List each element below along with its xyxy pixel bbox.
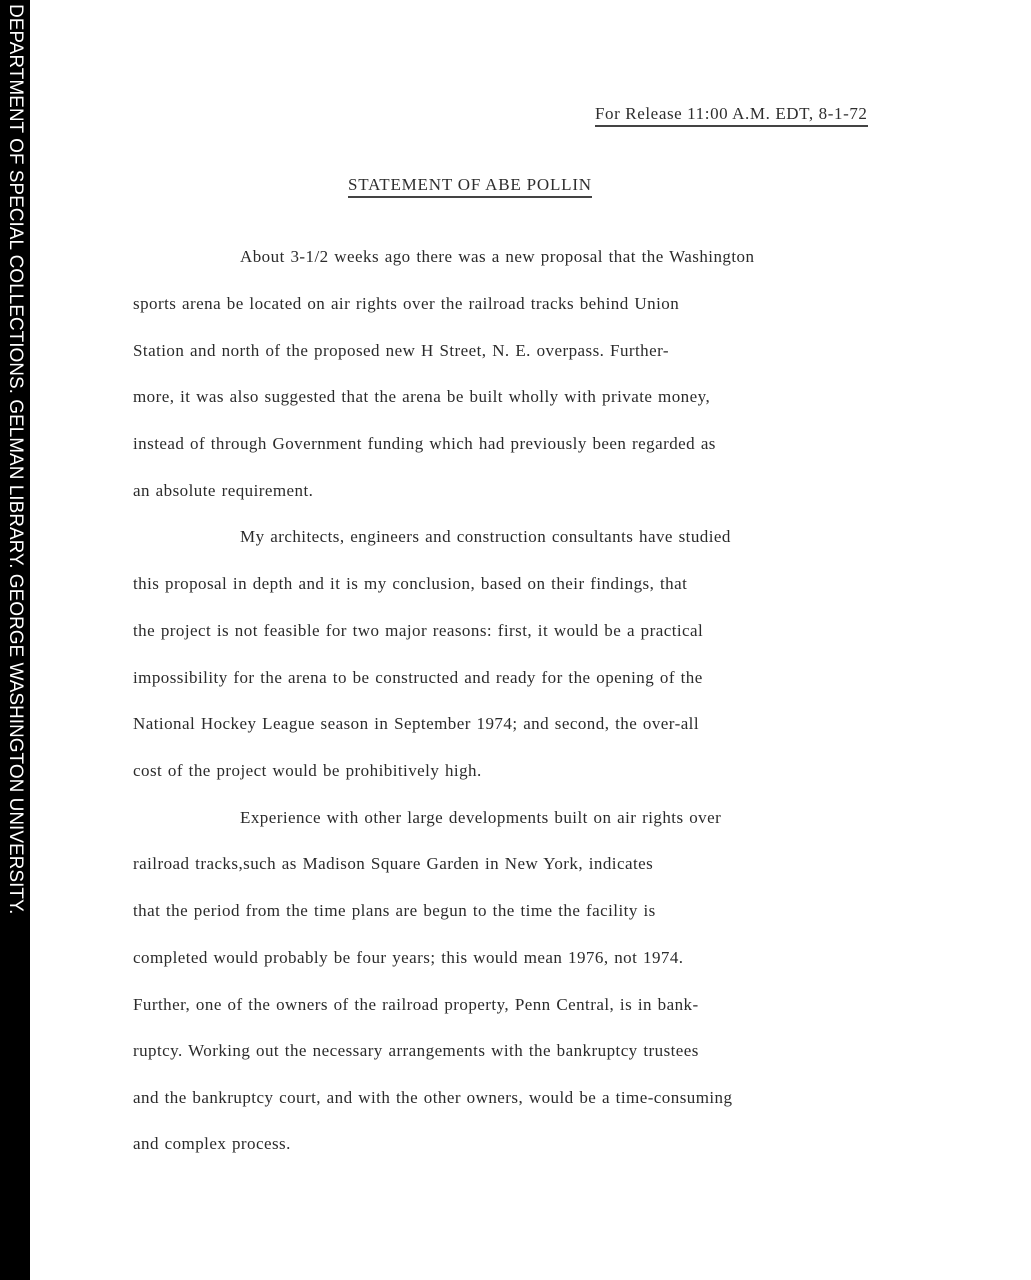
text-line: and the bankruptcy court, and with the other owners, would be a time-consuming: [133, 1088, 733, 1107]
text-line: ruptcy. Working out the necessary arrangements with the bankruptcy trustees: [133, 1041, 699, 1060]
archive-credit-label: DEPARTMENT OF SPECIAL COLLECTIONS. GELMAN LIBRARY. GEORGE WASHINGTON UNIVERSITY.: [5, 4, 26, 915]
document-title: STATEMENT OF ABE POLLIN: [348, 175, 592, 198]
text-line: and complex process.: [133, 1134, 291, 1153]
text-line: completed would probably be four years; this would mean 1976, not 1974.: [133, 948, 684, 967]
text-line: National Hockey League season in September 1974; and second, the over-all: [133, 714, 700, 733]
text-line: sports arena be located on air rights over the railroad tracks behind Union: [133, 294, 680, 313]
document-page: [30, 0, 1031, 1280]
text-line: impossibility for the arena to be constructed and ready for the opening of the: [133, 668, 703, 687]
text-line: that the period from the time plans are begun to the time the facility is: [133, 901, 656, 920]
text-line: Experience with other large developments built on air rights over: [240, 808, 722, 827]
text-line: cost of the project would be prohibitively high.: [133, 761, 482, 780]
text-line: railroad tracks,such as Madison Square Garden in New York, indicates: [133, 854, 654, 873]
text-line: an absolute requirement.: [133, 481, 314, 500]
text-line: Further, one of the owners of the railroad property, Penn Central, is in bank-: [133, 995, 699, 1014]
text-line: instead of through Government funding which had previously been regarded as: [133, 434, 716, 453]
text-line: About 3-1/2 weeks ago there was a new proposal that the Washington: [240, 247, 755, 266]
text-line: more, it was also suggested that the arena be built wholly with private money,: [133, 387, 711, 406]
release-line: For Release 11:00 A.M. EDT, 8-1-72: [595, 104, 868, 127]
text-line: My architects, engineers and construction consultants have studied: [240, 527, 731, 546]
text-line: the project is not feasible for two major reasons: first, it would be a practical: [133, 621, 704, 640]
text-line: Station and north of the proposed new H Street, N. E. overpass. Further-: [133, 341, 670, 360]
archive-side-strip: [0, 0, 30, 1280]
text-line: this proposal in depth and it is my conclusion, based on their findings, that: [133, 574, 688, 593]
